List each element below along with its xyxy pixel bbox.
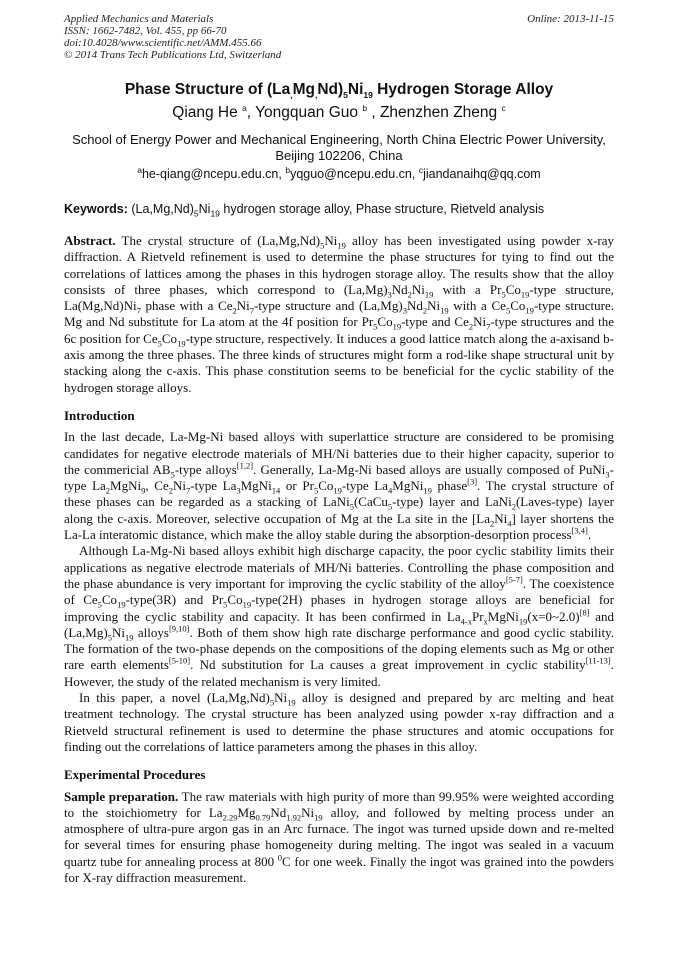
bold-text: Abstract. (64, 233, 116, 248)
subscript: 5 (505, 305, 511, 316)
affiliation (64, 132, 614, 164)
text-run: MgNi (487, 608, 519, 624)
affiliation-line: School of Energy Power and Mechanical Engineering, North China Electric Power University, (72, 132, 606, 147)
text-run: (Laves-type) layer along the c-axis. Moreover, selective occupation of Mg at the La site in the [La (64, 494, 615, 526)
subscript: , (290, 90, 293, 101)
text-run: . The coexistence of Ce (64, 575, 614, 608)
text-run: Co (505, 281, 521, 297)
subscript: 7 (136, 305, 141, 316)
issn-line: ISSN: 1662-7482, Vol. 455, pp 66-70 (64, 25, 227, 37)
text-run: MgNi (110, 478, 142, 494)
text-run: Co (377, 314, 393, 330)
text-run: -type(2H) phases in hydrogen storage alloys are beneficial for improving the cyclic stability and capacity. It has been confirmed in La (64, 592, 614, 624)
superscript: b (362, 102, 368, 113)
subscript: 9 (141, 485, 146, 496)
subscript: , (314, 90, 318, 101)
text-run: phase with a Ce (140, 298, 233, 314)
subscript: 7 (186, 485, 191, 496)
paper-title (0, 81, 678, 99)
online-date: Online: 2013-11-15 (527, 13, 614, 25)
subscript: 3 (402, 305, 407, 316)
text-run: -type structure, respectively. It induces a good lattice match along the a-axisand b-axis among the three phases. The three kinds of structures might form a rod-like shape structural unit by stacking along the c-axis. This phase constitution seems to be beneficial for the cyclic stability of the hydrogen storage alloys. (64, 330, 615, 395)
superscript: b (285, 164, 291, 175)
superscript: a (137, 164, 142, 175)
subscript: 7 (249, 305, 254, 316)
doi-line: doi:10.4028/www.scientific.net/AMM.455.66 (64, 37, 262, 49)
affiliation-line: Beijing 102206, China (275, 148, 403, 163)
subscript: 19 (392, 322, 402, 333)
superscript: 0 (277, 852, 283, 863)
section-heading-introduction: Introduction (64, 407, 135, 423)
text-run: Nd) (317, 81, 344, 98)
text-run: -type La (64, 461, 614, 494)
subscript: 2 (468, 322, 474, 333)
text-run: , Zhenzhen Zheng (367, 104, 502, 121)
subscript: 5 (107, 632, 112, 643)
subscript: 19 (337, 240, 346, 251)
text-run: Nd (391, 281, 408, 297)
text-run: alloy has been investigated using powder x-ray diffraction. A Rietveld refinement is used to determine the phase structures for tying to find out the correlations of lattices among the phases in this hydrogen storage alloy. The results show that the alloy consists of three phases, which correspond to (La,Mg) (64, 233, 614, 297)
subscript: 19 (333, 485, 342, 496)
text-run: . Nd substitution for La causes a great improvement in cyclic stability (190, 657, 586, 673)
text-run: Ni (473, 314, 487, 330)
subscript: 19 (314, 812, 323, 823)
text-run: and (La,Mg) (64, 608, 614, 640)
text-run: The crystal structure of (La,Mg,Nd) (115, 233, 321, 248)
subscript: 2 (511, 502, 516, 513)
text-run: Ni (411, 281, 425, 297)
subscript: 5 (223, 599, 228, 610)
superscript: c (418, 164, 424, 175)
text-run: yqguo@ncepu.edu.cn, (290, 167, 419, 181)
text-run: -type structure. Mg and Nd substitute for La atom at the 4f position for Pr (64, 298, 615, 330)
text-run: Qiang He (172, 104, 243, 121)
text-run: -type and Ce (401, 314, 469, 330)
text-run: Ni (427, 298, 441, 314)
subscript: 5 (320, 240, 325, 251)
subscript: 5 (170, 469, 175, 480)
text-run: -type alloys (174, 461, 237, 477)
superscript: [5-7] (505, 574, 523, 585)
superscript: [1,2] (236, 460, 254, 471)
subscript: 5 (97, 599, 102, 610)
text-run: (La,Mg,Nd) (127, 202, 194, 216)
text-run: or Pr (280, 478, 314, 494)
subscript: 2 (105, 485, 111, 496)
bold-text: Keywords: (64, 202, 128, 216)
subscript: 5 (349, 502, 354, 513)
text-run: In this paper, a novel (La,Mg,Nd) (79, 690, 270, 706)
subscript: 19 (363, 90, 373, 101)
text-run: In the last decade, La-Mg-Ni based alloys with superlattice structure are considered to be promising candidates for negative electrode materials of MH/Ni batteries due to their higher capacity, superior to the commericial AB (64, 429, 614, 477)
text-run: hydrogen storage alloy, Phase structure, Rietveld analysis (219, 202, 545, 216)
superscript: [8] (579, 607, 590, 618)
text-run: -type(3R) and Pr (125, 592, 224, 608)
subscript: 0.79 (255, 812, 271, 823)
subscript: 2.29 (222, 812, 238, 823)
subscript: 19 (117, 599, 126, 610)
section-heading-experimental: Experimental Procedures (64, 767, 206, 783)
subscript: 19 (210, 208, 220, 219)
text-run: Ni (274, 690, 288, 706)
text-run: . Generally, La-Mg-Ni based alloys are usually composed of PuNi (253, 461, 606, 477)
subscript: 19 (287, 697, 296, 708)
text-run: alloy is designed and prepared by arc melting and heat treatment technology. The crystal structure has been analyzed using powder x-ray diffraction and a Rietveld structural refinement is used to determine the phase structures and atomic occupations for finding out the correlations of lattice parameters among the phases in this alloy. (64, 690, 614, 754)
text-run: Phase Structure of (La (124, 81, 291, 98)
text-run: phase (431, 478, 468, 494)
text-run: Nd (270, 804, 287, 820)
superscript: [3] (467, 476, 478, 487)
text-run: C for one week. Finally the ingot was grained into the powders for X-ray diffraction measurement. (64, 853, 614, 885)
text-run: Ni (324, 233, 338, 248)
text-run: Mg (237, 804, 256, 820)
subscript: 19 (520, 289, 530, 300)
subscript: 5 (343, 90, 348, 101)
keywords (64, 202, 545, 219)
journal-header (64, 13, 281, 61)
subscript: 5 (373, 322, 378, 333)
sample-preparation-paragraph (64, 789, 614, 887)
subscript: 5 (157, 338, 162, 349)
text-run: Co (101, 592, 118, 608)
text-run: The raw materials with high purity of more than 99.95% were weighted according to the stoichiometry for La (64, 788, 614, 820)
subscript: 4-x (460, 616, 472, 627)
subscript: 3 (387, 289, 392, 300)
text-run: Co (318, 478, 334, 494)
text-run: Ni (236, 298, 250, 314)
text-run: . The crystal structure of these phases can be regarded as a stacking of LaNi (64, 478, 615, 510)
subscript: 1.92 (286, 812, 302, 823)
author-emails (0, 164, 678, 181)
subscript: 2 (407, 289, 412, 300)
text-run: -type structure and (La,Mg) (253, 298, 403, 314)
text-run: Pr (471, 608, 484, 624)
subscript: 5 (269, 697, 275, 708)
subscript: 2 (168, 485, 173, 496)
text-run: , Yongquan Guo (246, 104, 363, 121)
text-run: MgNi (240, 478, 272, 494)
text-run: -type structure, La(Mg,Nd)Ni (64, 281, 614, 314)
authors (0, 104, 678, 122)
subscript: 19 (124, 632, 134, 643)
text-run: . However, the study of the related mechanism is very limited. (64, 657, 615, 689)
subscript: 19 (525, 305, 534, 316)
text-run: Ni (301, 804, 315, 820)
text-run: Co (510, 298, 526, 314)
text-run: Ni (173, 478, 186, 494)
text-run: -type) layer and LaNi (392, 494, 512, 510)
text-run: MgNi (392, 478, 424, 494)
text-run: Ni (494, 510, 508, 526)
intro-paragraph (64, 429, 614, 543)
subscript: 5 (313, 485, 319, 496)
subscript: 2 (422, 305, 428, 316)
subscript: 19 (177, 338, 186, 349)
subscript: 5 (193, 208, 199, 219)
bold-text: Sample preparation. (64, 788, 179, 804)
subscript: 7 (486, 322, 491, 333)
subscript: x (483, 616, 488, 627)
superscript: a (242, 102, 247, 113)
subscript: 3 (236, 485, 241, 496)
subscript: 19 (424, 289, 434, 300)
text-run: with a Ce (448, 298, 506, 314)
text-run: , Ce (145, 478, 169, 494)
text-run: he-qiang@ncepu.edu.cn, (141, 167, 286, 181)
abstract (64, 233, 614, 396)
subscript: 2 (490, 518, 495, 529)
superscript: c (501, 102, 506, 113)
superscript: [9,10] (168, 623, 190, 634)
text-run: (x=0~2.0) (527, 608, 580, 624)
text-run: (CaCu (353, 494, 388, 510)
paper-body (64, 233, 614, 886)
text-run: . (587, 527, 592, 543)
text-run: Co (227, 592, 243, 608)
text-run: Ni (347, 81, 364, 98)
text-run: Mg (292, 81, 315, 98)
subscript: 2 (232, 305, 237, 316)
text-run: . Both of them show high rate discharge performance and good cyclic stability. The formation of the two-phase depends on the compositions of the doping elements such as Mg or other rare earth elements (64, 624, 614, 673)
subscript: 14 (271, 485, 281, 496)
text-run: ] layer shortens the La-La interatomic distance, which make the alloy stable during the absorption-desorption process (64, 510, 615, 543)
intro-paragraph (64, 543, 614, 690)
text-run: alloy, and followed by melting process under an atmosphere of ultra-pure argon gas in an Arc furnace. The ingot was turned upside down and re-melted for several times for ensuring phase homogeneity during melting. The ingot was sealed in a vacuum quartz tube for annealing process at 800 (64, 804, 614, 869)
subscript: 19 (518, 616, 528, 627)
text-run: Ni (198, 202, 211, 216)
intro-paragraph (64, 690, 614, 755)
text-run: -type structures and the 6c position for Ce (64, 314, 615, 346)
text-run: Although La-Mg-Ni based alloys exhibit high discharge capacity, the poor cyclic stability limits their applications as negative electrode materials of MH/Ni batteries. Controlling the phase composition and the phase abundance is very important for improving the cyclic stability of the alloy (64, 543, 614, 591)
text-run: Nd (406, 298, 423, 314)
superscript: [5-10] (168, 656, 191, 667)
journal-name: Applied Mechanics and Materials (64, 13, 214, 25)
subscript: 4 (388, 485, 393, 496)
subscript: 19 (423, 485, 432, 496)
superscript: [3,4] (571, 525, 588, 536)
superscript: [11-13] (585, 656, 611, 667)
text-run: jiandanaihq@qq.com (423, 167, 541, 181)
subscript: 19 (242, 599, 252, 610)
text-run: Hydrogen Storage Alloy (372, 81, 554, 98)
text-run: Ni (111, 624, 125, 640)
subscript: 3 (605, 469, 610, 480)
subscript: 4 (507, 518, 512, 529)
subscript: 5 (387, 502, 393, 513)
text-run: -type La (341, 478, 389, 494)
text-run: -type La (190, 478, 237, 494)
text-run: alloys (133, 624, 169, 640)
copyright-line: © 2014 Trans Tech Publications Ltd, Switzerland (64, 49, 282, 61)
text-run: with a Pr (433, 281, 502, 297)
text-run: Co (161, 330, 178, 346)
subscript: 19 (440, 305, 449, 316)
subscript: 5 (501, 289, 506, 300)
